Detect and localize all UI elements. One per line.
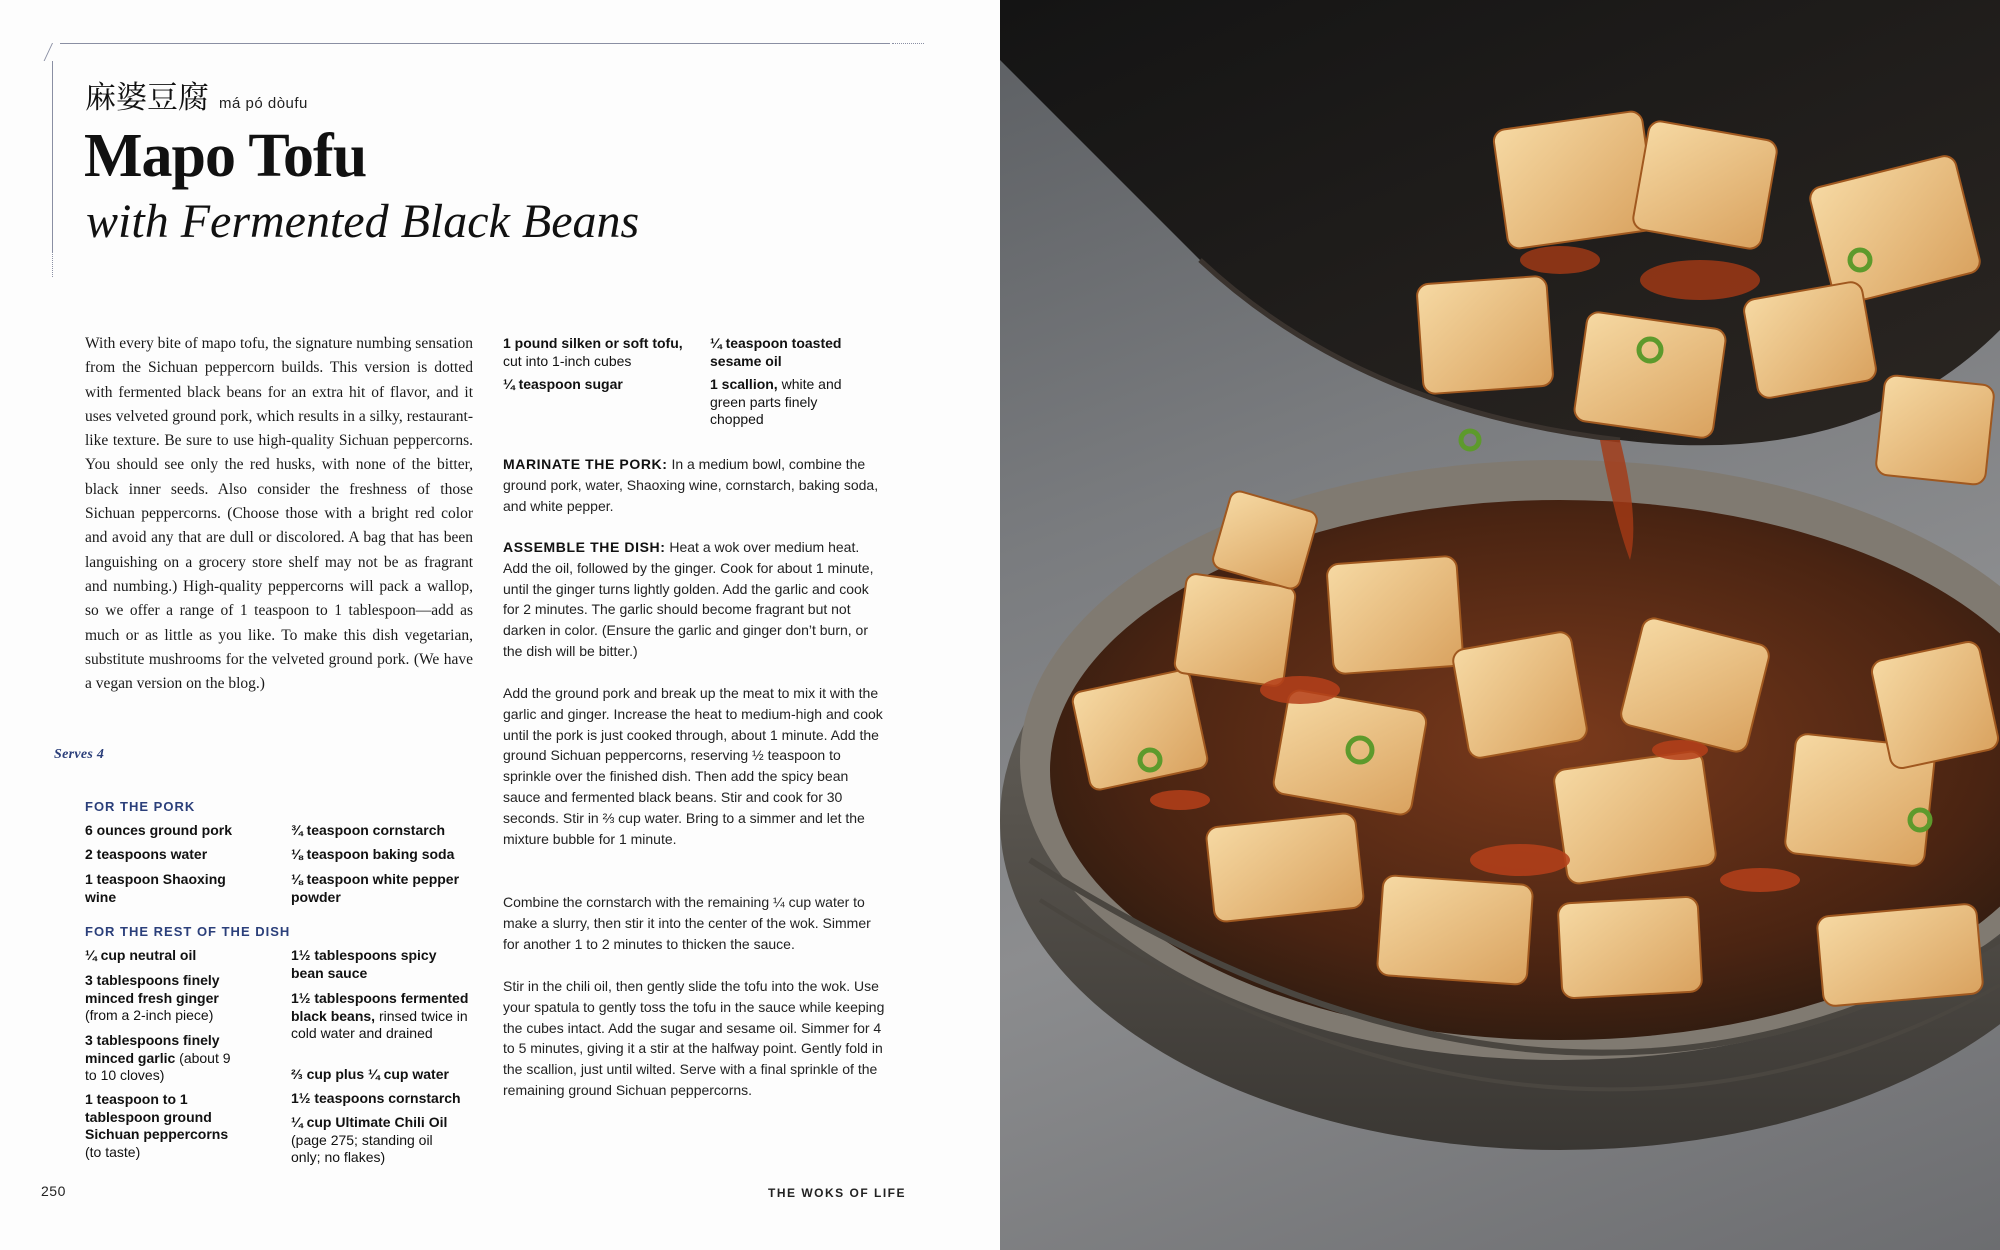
serves: Serves 4 — [54, 747, 105, 762]
ingredient-item — [291, 871, 481, 906]
header-rule-dots — [892, 43, 924, 44]
page-number: 250 — [41, 1183, 66, 1199]
ingredient-item — [291, 1066, 481, 1084]
ingredient-note: (to taste) — [85, 1143, 141, 1160]
ingredient-bold: ¼ cup Ultimate Chili Oil — [291, 1114, 448, 1130]
ingredient-item — [85, 822, 255, 840]
ingredient-bold: 1½ tablespoons spicy bean sauce — [291, 947, 437, 981]
rest-heading: FOR THE REST OF THE DISH — [85, 924, 291, 939]
ingredient-item — [85, 1091, 245, 1161]
ingredient-item — [85, 871, 255, 906]
ingredient-bold: ¼ teaspoon sugar — [503, 376, 623, 392]
header-rule — [60, 43, 890, 44]
ingredient-bold: 1 pound silken or soft tofu, — [503, 335, 683, 351]
method-marinate — [503, 454, 887, 516]
method-step-pork: Add the ground pork and break up the meat to mix it with the garlic and ginger. Increase the heat to medium-high and cook until the pork is just cooked through, about 1 minute. Add the ground Sichuan peppercorns, reserving ½ teaspoon to sprinkle over the finished dish. Then add the spicy bean sauce and fermented black beans. Stir and cook for 30 seconds. Stir in ⅔ cup water. Bring to a simmer and let the mixture bubble for 1 minute. — [503, 685, 883, 847]
method-step-slurry: Combine the cornstarch with the remaining ¼ cup water to make a slurry, then stir it into the center of the wok. Simmer for another 1 to 2 minutes to thicken the sauce. — [503, 894, 871, 952]
recipe-intro: With every bite of mapo tofu, the signature numbing sensation from the Sichuan peppercorn builds. This version is dotted with fermented black beans for an extra hit of flavor, and it uses velveted ground pork, which results in a silky, restaurant-like texture. Be sure to use high-quality Sichuan peppercorns. You should see only the red husks, with none of the bitter, black inner seeds. Also consider the freshness of those Sichuan peppercorns. (Choose those with a bright red color and avoid any that are dull or discolored. A bag that has been languishing on a grocery store shelf may not be as fragrant and numbing.) High-quality peppercorns will pack a wallop, so we offer a range of 1 teaspoon to 1 tablespoon—add as much or as little as you like. To make this dish vegetarian, substitute mushrooms for the velveted ground pork. (We have a vegan version on the blog.) — [85, 335, 473, 693]
mapo-tofu-illustration — [1000, 0, 2000, 1250]
ingredient-bold: ¼ cup neutral oil — [85, 947, 197, 963]
ingredient-item — [710, 376, 860, 429]
chinese-title — [85, 72, 308, 117]
ingredient-item — [85, 846, 255, 864]
ingredient-bold: ¾ teaspoon cornstarch — [291, 822, 446, 838]
ingredient-bold: 1½ teaspoons cornstarch — [291, 1090, 461, 1106]
recipe-subtitle: with Fermented Black Beans — [86, 195, 640, 248]
method-lead: ASSEMBLE THE DISH: — [503, 539, 666, 555]
header-frame-left-dots — [52, 251, 53, 277]
ingredient-bold: ⅔ cup plus ¼ cup water — [291, 1066, 449, 1082]
ingredient-item — [291, 947, 451, 982]
ingredient-note: cut into 1-inch cubes — [503, 352, 632, 369]
ingredient-note: (page 275; standing oil only; no flakes) — [291, 1131, 433, 1165]
header-frame-corner — [44, 43, 63, 61]
ingredient-item — [710, 335, 870, 370]
ingredient-bold: 1½ tablespoons fermented black beans, — [291, 990, 469, 1024]
ingredient-bold: ⅛ teaspoon baking soda — [291, 846, 455, 862]
method-assemble — [503, 537, 887, 662]
ingredient-item — [291, 990, 471, 1043]
ingredient-note: white and green parts finely chopped — [710, 376, 842, 427]
ingredient-bold: 1 teaspoon Shaoxing wine — [85, 871, 226, 905]
ingredient-bold: ⅛ teaspoon white pepper powder — [291, 871, 460, 905]
ingredient-note: rinsed twice in cold water and drained — [291, 1007, 468, 1041]
ingredient-bold: ¼ teaspoon toasted sesame oil — [710, 335, 842, 369]
ingredient-item — [291, 822, 481, 840]
ingredient-item — [85, 1032, 235, 1085]
pinyin: má pó dòufu — [219, 95, 308, 112]
ingredient-item — [503, 376, 693, 394]
method-text: Heat a wok over medium heat. Add the oil, followed by the ginger. Cook for about 1 minute, until the ginger turns lightly golden. Add the garlic and cook for 2 minutes. The garlic should become fragrant but not darken in color. (Ensure the garlic and ginger don’t burn, or the dish will be bitter.) — [503, 539, 874, 659]
method-step-finish: Stir in the chili oil, then gently slide the tofu into the wok. Use your spatula to gently toss the tofu in the sauce while keeping the cubes intact. Add the sugar and sesame oil. Simmer for 4 to 5 minutes, giving it a stir at the halfway point. Gently fold in the scallion, just until wilted. Serve with a final sprinkle of the remaining ground Sichuan peppercorns. — [503, 978, 885, 1098]
ingredient-bold: 3 tablespoons finely minced garlic — [85, 1032, 220, 1066]
method-text: In a medium bowl, combine the ground pork, water, Shaoxing wine, cornstarch, baking soda, and white pepper. — [503, 456, 879, 514]
ingredient-bold: 2 teaspoons water — [85, 846, 208, 862]
ingredient-item — [85, 947, 255, 965]
ingredient-bold: 6 ounces ground pork — [85, 822, 233, 838]
method-lead: MARINATE THE PORK: — [503, 456, 668, 472]
ingredient-item — [291, 846, 481, 864]
ingredient-bold: 1 teaspoon to 1 tablespoon ground Sichuan peppercorns — [85, 1091, 229, 1142]
ingredient-item — [85, 972, 235, 1025]
ingredient-bold: 3 tablespoons finely minced fresh ginger — [85, 972, 220, 1006]
recipe-title: Mapo Tofu — [84, 122, 367, 190]
pork-heading: FOR THE PORK — [85, 799, 196, 814]
ingredient-item — [503, 335, 693, 370]
ingredient-item — [291, 1090, 481, 1108]
header-frame-left — [52, 61, 53, 251]
chinese-title-text: 麻婆豆腐 — [85, 80, 209, 116]
dish-photo — [1000, 0, 2000, 1250]
ingredient-item — [291, 1114, 466, 1167]
ingredient-bold: 1 scallion, — [710, 376, 778, 392]
running-title: THE WOKS OF LIFE — [768, 1186, 906, 1200]
ingredient-note: (about 9 to 10 cloves) — [85, 1049, 231, 1083]
ingredient-note: (from a 2-inch piece) — [85, 1007, 214, 1023]
